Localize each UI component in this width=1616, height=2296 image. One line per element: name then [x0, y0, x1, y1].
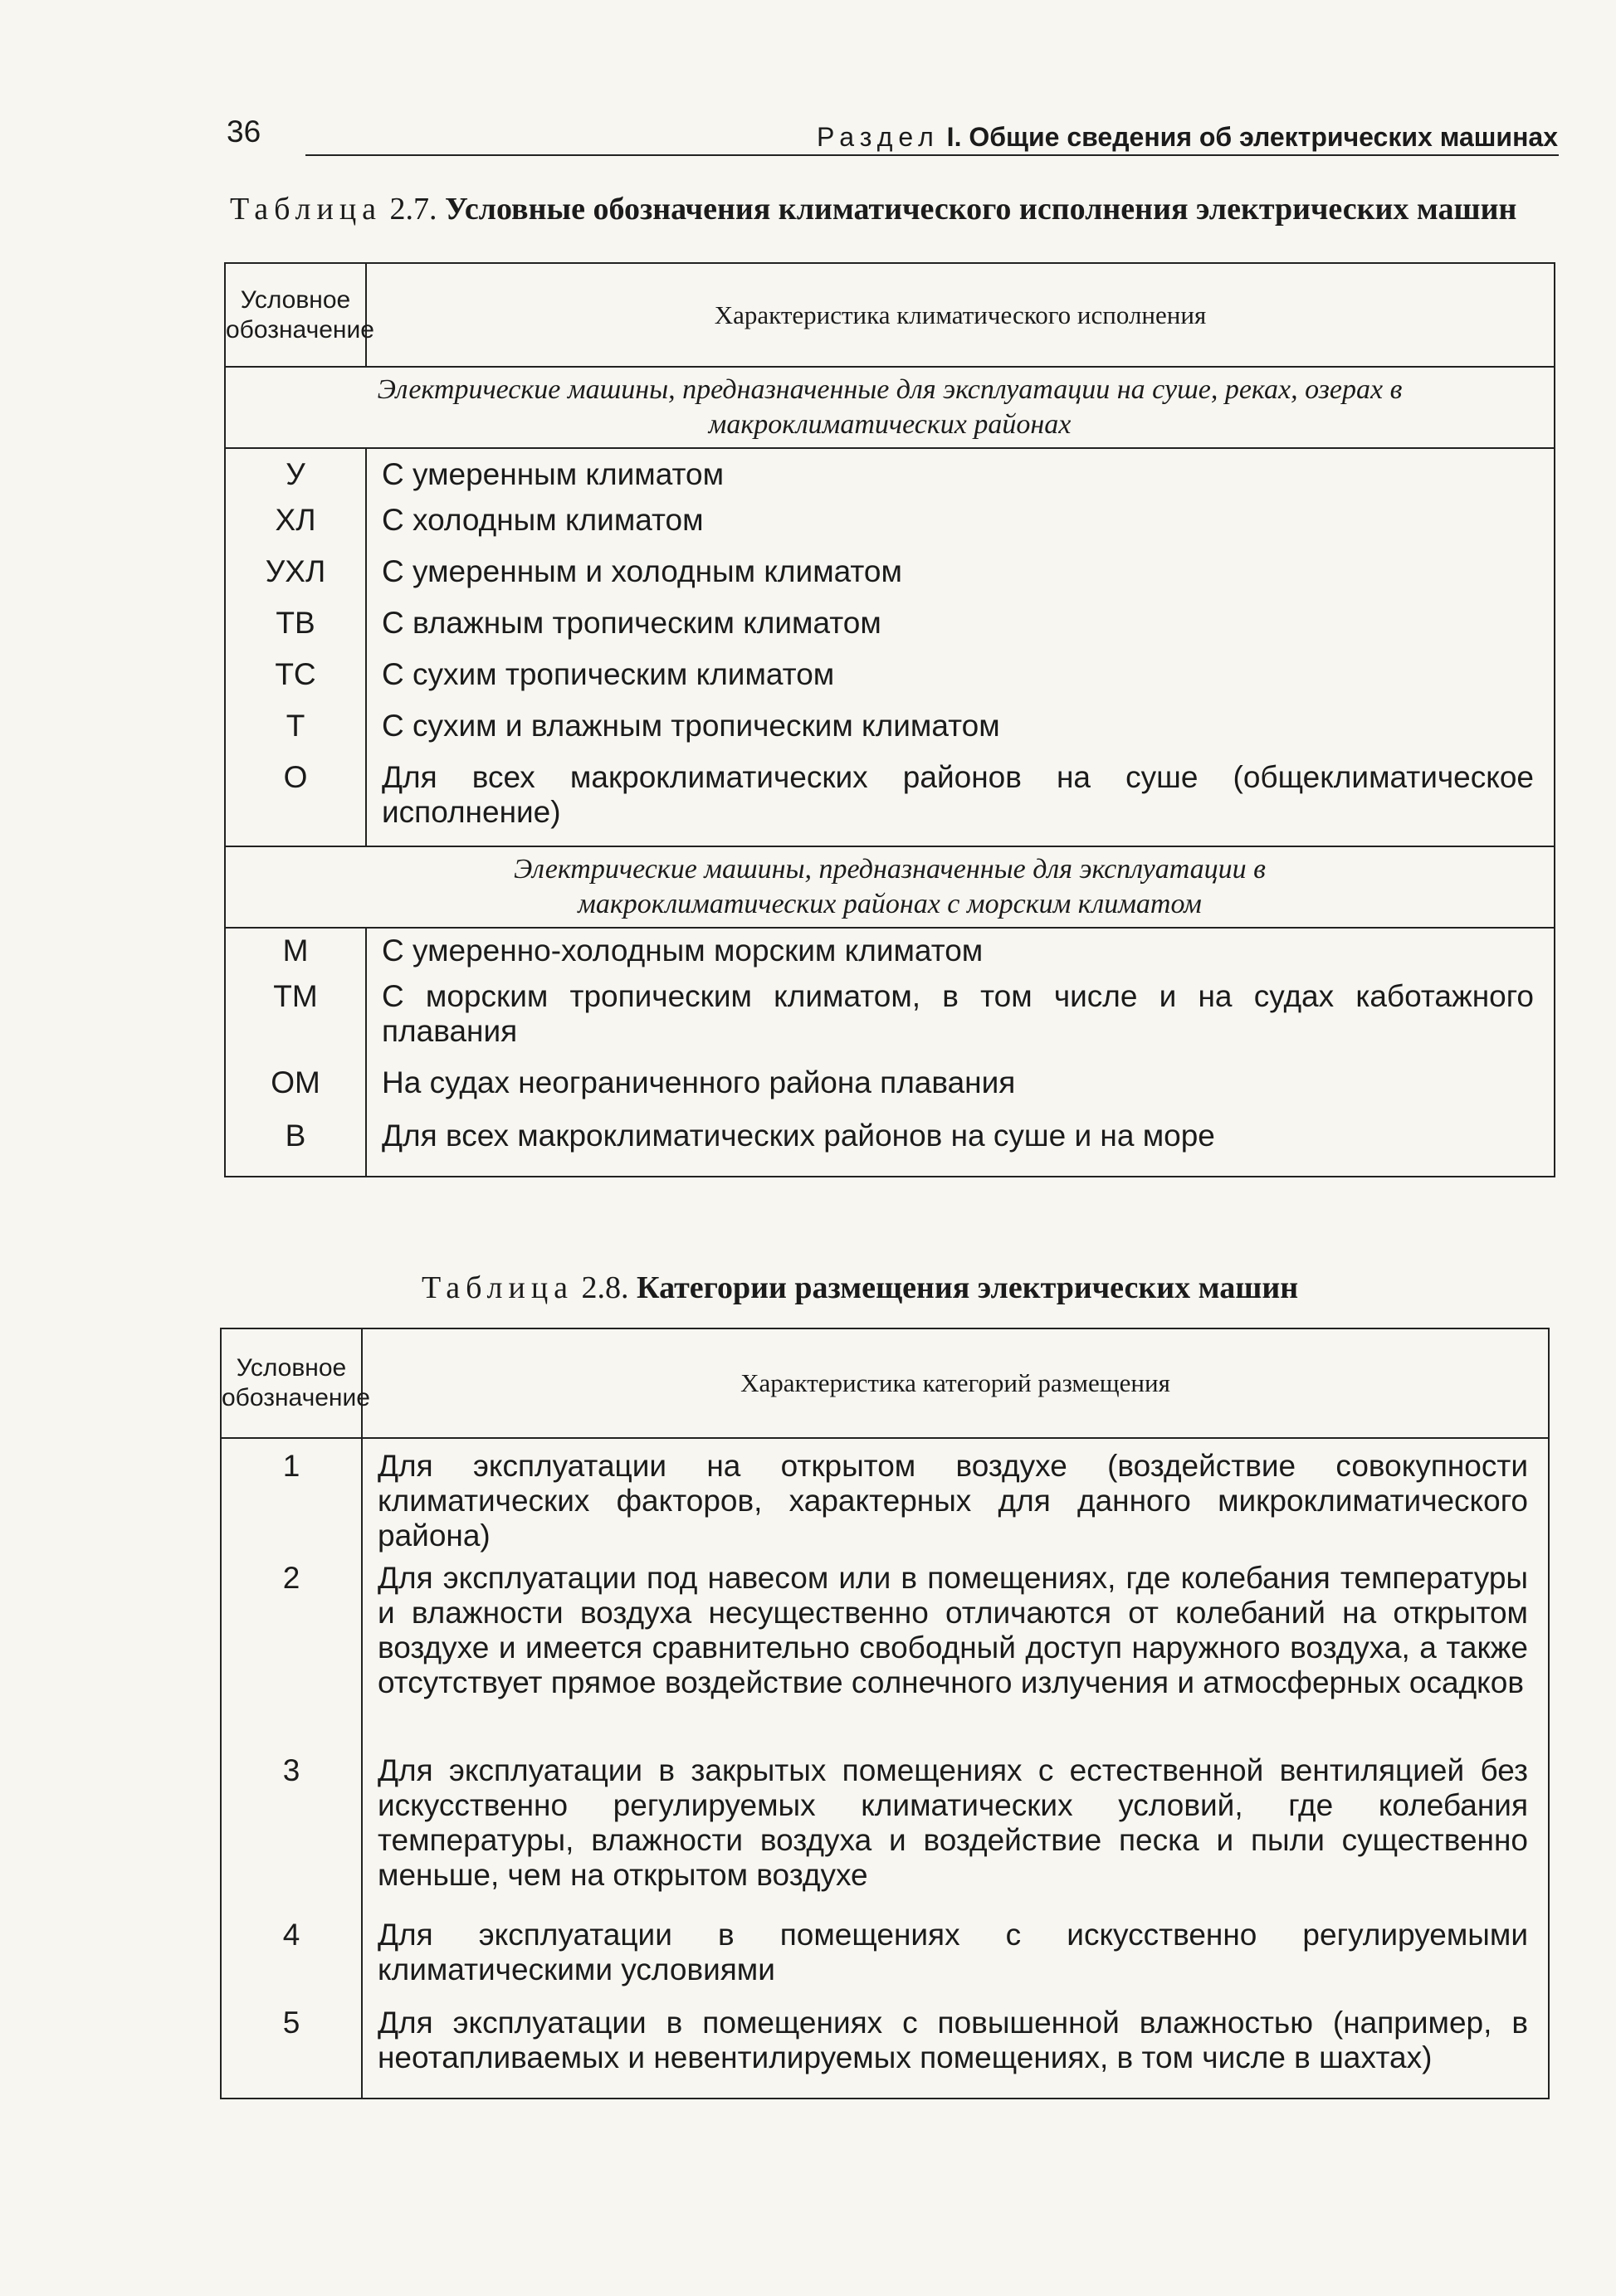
climate-table: [224, 262, 1555, 1177]
group-heading: [225, 846, 1555, 928]
table-row: [225, 606, 1555, 657]
row-text: На судах неограниченного района плавания: [366, 1065, 1555, 1119]
row-text: С умеренно-холодным морским климатом: [366, 928, 1555, 979]
table-row: [225, 554, 1555, 606]
row-text: Для эксплуатации под навесом или в помещениях, где колебания температуры и влажности воздуха несущественно отличаются от колебаний на открытом воздухе и имеется сравнительно свободный доступ наружного воздуха, а также отсутствует прямое воздействие солнечного излучения и атмосферных осадков: [362, 1561, 1549, 1753]
caption-number: 2.7.: [389, 192, 437, 227]
header-rule: [305, 154, 1559, 156]
row-code: Т: [225, 709, 366, 760]
table-2-7-caption: [230, 191, 1516, 227]
caption-title: Категории размещения электрических машин: [637, 1270, 1299, 1305]
table-row: [221, 2006, 1549, 2099]
row-text: Для эксплуатации в закрытых помещениях с естественной вентиляцией без искусственно регулируемых климатических условий, где колебания температуры, влажности воздуха и воздействие песка и пыли существенно меньше, чем на открытом воздухе: [362, 1753, 1549, 1918]
row-text: С умеренным и холодным климатом: [366, 554, 1555, 606]
table-row: [221, 1753, 1549, 1918]
caption-word: Таблица: [422, 1270, 574, 1305]
group-heading-text: Электрические машины, предназначенные для эксплуатации в макроклиматических районах с морским климатом: [225, 846, 1555, 928]
row-text: С сухим и влажным тропическим климатом: [366, 709, 1555, 760]
row-text: Для всех макроклиматических районов на суше (общеклиматическое исполнение): [366, 760, 1555, 846]
table-row: [225, 928, 1555, 979]
col-desc-header: Характеристика климатического исполнения: [366, 263, 1555, 367]
table-row: [225, 448, 1555, 503]
row-code: ОМ: [225, 1065, 366, 1119]
row-code: УХЛ: [225, 554, 366, 606]
row-text: С сухим тропическим климатом: [366, 657, 1555, 709]
row-text: С морским тропическим климатом, в том числе и на судах каботажного плавания: [366, 979, 1555, 1065]
section-word: Раздел: [817, 122, 940, 152]
row-code: У: [225, 448, 366, 503]
table-row: [221, 1438, 1549, 1561]
row-code: 4: [221, 1918, 362, 2006]
col-code-header: Условное обозначение: [225, 263, 366, 367]
section-title: I. Общие сведения об электрических машинах: [946, 122, 1558, 152]
row-code: 2: [221, 1561, 362, 1753]
caption-number: 2.8.: [581, 1270, 629, 1305]
table-row: [221, 1561, 1549, 1753]
placement-table: [220, 1328, 1550, 2099]
row-code: В: [225, 1119, 366, 1177]
table-row: [225, 979, 1555, 1065]
row-text: С влажным тропическим климатом: [366, 606, 1555, 657]
row-text: С умеренным климатом: [366, 448, 1555, 503]
table-row: [225, 503, 1555, 554]
row-text: С холодным климатом: [366, 503, 1555, 554]
caption-title: Условные обозначения климатического исполнения электрических машин: [445, 192, 1517, 227]
row-code: 5: [221, 2006, 362, 2099]
row-code: ТС: [225, 657, 366, 709]
row-text: Для эксплуатации на открытом воздухе (воздействие совокупности климатических факторов, характерных для данного микроклиматического района): [362, 1438, 1549, 1561]
row-code: О: [225, 760, 366, 846]
running-head: [817, 122, 1558, 153]
row-code: ТВ: [225, 606, 366, 657]
table-row: [225, 709, 1555, 760]
group-heading: [225, 367, 1555, 448]
row-code: ХЛ: [225, 503, 366, 554]
row-text: Для эксплуатации в помещениях с повышенной влажностью (например, в неотапливаемых и невентилируемых помещениях, в том числе в шахтах): [362, 2006, 1549, 2099]
table-header-row: [221, 1328, 1549, 1438]
row-code: ТМ: [225, 979, 366, 1065]
row-text: Для эксплуатации в помещениях с искусственно регулируемыми климатическими условиями: [362, 1918, 1549, 2006]
col-desc-header: Характеристика категорий размещения: [362, 1328, 1549, 1438]
table-row: [225, 1065, 1555, 1119]
row-code: М: [225, 928, 366, 979]
page-number: 36: [227, 115, 261, 149]
col-code-header: Условное обозначение: [221, 1328, 362, 1438]
row-code: 3: [221, 1753, 362, 1918]
row-text: Для всех макроклиматических районов на суше и на море: [366, 1119, 1555, 1177]
table-row: [221, 1918, 1549, 2006]
table-row: [225, 1119, 1555, 1177]
table-header-row: [225, 263, 1555, 367]
row-code: 1: [221, 1438, 362, 1561]
table-2-8-caption: [422, 1270, 1298, 1306]
caption-word: Таблица: [230, 192, 383, 227]
table-row: [225, 657, 1555, 709]
group-heading-text: Электрические машины, предназначенные для эксплуатации на суше, реках, озерах в макроклиматических районах: [225, 367, 1555, 448]
table-row: [225, 760, 1555, 846]
